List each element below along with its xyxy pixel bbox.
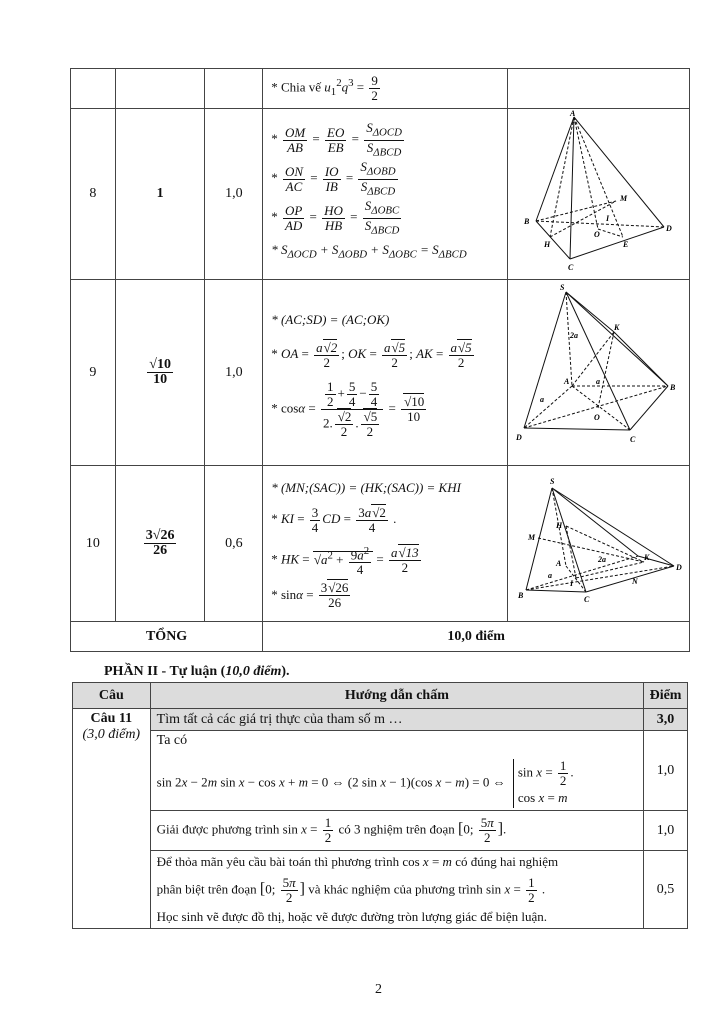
hint-line: * sinα = $\frac{3√26}{26}$ — [271, 580, 349, 611]
step-lead: Ta có — [156, 733, 188, 748]
hint-line: * $\frac{OP}{AD}$ = $\frac{HO}{HB}$ = $\frac{S_{\Delta OBC}}{S_{\Delta BCD}}$ — [271, 198, 400, 237]
figure-label: K — [643, 553, 650, 562]
hint-line: * $S_{\Delta OCD} + S_{\Delta OBD} + S_{\Delta OBC} = S_{\Delta BCD}$ — [271, 242, 467, 261]
table-row — [73, 811, 688, 851]
question-points: (3,0 điểm) — [82, 727, 141, 742]
hint-line: * $\frac{ON}{AC}$ = $\frac{IO}{IB}$ = $\frac{S_{\Delta OBD}}{S_{\Delta BCD}}$ — [271, 159, 396, 198]
table-row — [71, 109, 690, 280]
step-score: 0,5 — [644, 851, 688, 929]
hint-line: * (AC;SD) = (AC;OK) — [271, 312, 390, 327]
figure-label: a — [547, 571, 552, 580]
figure-label: 2a — [597, 555, 606, 564]
hint-cell — [263, 109, 508, 280]
step-text: phân biệt trên đoạn [0; $\frac{5\pi}{2}$ ] và khác nghiệm của phương trình sin x = $\frac{1}{2}$ . — [156, 875, 546, 905]
figure-label: S — [559, 283, 565, 292]
pyramid-figure-10 — [508, 466, 688, 616]
hint-line: * (MN;(SAC)) = (HK;(SAC)) = KHI — [271, 480, 461, 496]
step-formula: sin 2x − 2m sin x − cos x + m = 0 ⇔ (2 sin x − 1)(cos x − m) = 0 ⇔ sin x = $\frac{1}{2}$ . cos x = m — [157, 759, 643, 808]
hint-cell — [263, 69, 508, 109]
row-score — [205, 69, 263, 109]
tetrahedron-figure — [508, 109, 688, 274]
step-text: Giải được phương trình sin x = $\frac{1}{2}$ có 3 nghiệm trên đoạn [0; $\frac{5\pi}{2}$ ]. — [156, 815, 507, 845]
part2-title: PHẦN II - Tự luận (10,0 điểm). — [104, 664, 290, 679]
total-value: 10,0 điểm — [263, 622, 690, 652]
task-cell: Tìm tất cả các giá trị thực của tham số m … — [150, 709, 643, 731]
figure-cell — [507, 280, 689, 466]
hint-cell — [263, 466, 508, 622]
table-row — [73, 709, 688, 731]
row-answer — [115, 69, 205, 109]
hint-line: * KI = $\frac{3}{4}$ CD = $\frac{3a√2}{4}$ . — [271, 504, 397, 535]
table-row — [73, 731, 688, 811]
figure-label: A — [555, 559, 562, 568]
figure-label: B — [517, 591, 524, 600]
step-score: 1,0 — [644, 731, 688, 811]
task-score: 3,0 — [644, 709, 688, 731]
page-number: 2 — [375, 982, 382, 997]
question-number: Câu 11 — [90, 711, 133, 726]
row-number: 9 — [71, 280, 116, 466]
row-number — [71, 69, 116, 109]
figure-label: K — [613, 323, 620, 332]
row-score: 1,0 — [205, 280, 263, 466]
figure-label: 2a — [569, 331, 578, 340]
figure-label: I — [569, 579, 574, 588]
step-cell — [150, 851, 643, 929]
figure-cell — [507, 109, 689, 280]
hint-line: * HK = $√a^2$ + $\frac{9a^2}{4}$ = $\frac{a√13}{2}$ — [271, 545, 419, 578]
step-extra: Học sinh vẽ được đồ thị, hoặc vẽ được đường tròn lượng giác để biện luận. — [156, 909, 547, 924]
figure-cell — [507, 466, 689, 622]
row-answer: $\frac{√10}{10}$ — [115, 280, 205, 466]
table-header — [73, 683, 688, 709]
hint-line: * OA = $\frac{a√2}{2}$ ; OK = $\frac{a√5}{2}$ ; AK = $\frac{a√5}{2}$ — [271, 339, 472, 370]
step-cell — [150, 811, 643, 851]
figure-cell — [507, 69, 689, 109]
figure-label: H — [555, 521, 563, 530]
total-label: TỔNG — [71, 622, 263, 652]
figure-label: O — [593, 413, 600, 422]
figure-label: I — [605, 214, 610, 223]
question-cell — [73, 709, 151, 929]
hint-line: * $\frac{OM}{AB}$ = $\frac{EO}{EB}$ = $\frac{S_{\Delta OCD}}{S_{\Delta BCD}}$ — [271, 119, 402, 159]
answer-table — [70, 68, 690, 652]
hint-cell — [263, 280, 508, 466]
figure-label: C — [583, 595, 590, 604]
hint-line: * Chia vế $u_1^2q^3$ = $\frac{9}{2}$ — [271, 73, 378, 103]
step-text: Để thỏa mãn yêu cầu bài toán thì phương trình cos x = m có đúng hai nghiệm — [156, 854, 559, 869]
figure-label: O — [593, 230, 600, 239]
figure-label: C — [567, 263, 574, 272]
row-answer: $\frac{3√26}{26}$ — [115, 466, 205, 622]
row-score: 1,0 — [205, 109, 263, 280]
table-row — [73, 851, 688, 929]
figure-label: D — [665, 224, 672, 233]
row-number: 8 — [71, 109, 116, 280]
figure-label: E — [622, 240, 629, 249]
step-cell — [150, 731, 643, 811]
figure-label: N — [631, 577, 638, 586]
figure-label: B — [669, 383, 676, 392]
figure-label: A — [563, 377, 570, 386]
header-question: Câu — [73, 683, 151, 709]
figure-label: M — [527, 533, 536, 542]
figure-label: C — [629, 435, 636, 444]
table-row — [71, 69, 690, 109]
step-score: 1,0 — [644, 811, 688, 851]
figure-label: D — [675, 563, 682, 572]
figure-label: a — [539, 395, 544, 404]
hint-line: * cosα = $\frac{1}{2}$ + $\frac{5}{4}$ − $\frac{5}{4}$ 2. $\frac{√2}{2}$ . $\frac{√5}{2}$ = $\frac{√10}{10}$ — [271, 379, 425, 439]
total-row — [71, 622, 690, 652]
figure-label: S — [549, 477, 555, 486]
row-answer: 1 — [115, 109, 205, 280]
figure-label: M — [619, 194, 628, 203]
grading-table — [72, 682, 688, 929]
figure-label: D — [515, 433, 522, 442]
figure-label: H — [543, 240, 551, 249]
table-row — [71, 280, 690, 466]
figure-label: A — [569, 109, 576, 118]
row-score: 0,6 — [205, 466, 263, 622]
header-guide: Hướng dẫn chấm — [150, 683, 643, 709]
table-row — [71, 466, 690, 622]
header-score: Điểm — [644, 683, 688, 709]
row-number: 10 — [71, 466, 116, 622]
pyramid-figure-9 — [508, 280, 688, 460]
figure-label: B — [523, 217, 530, 226]
figure-label: a — [595, 377, 600, 386]
